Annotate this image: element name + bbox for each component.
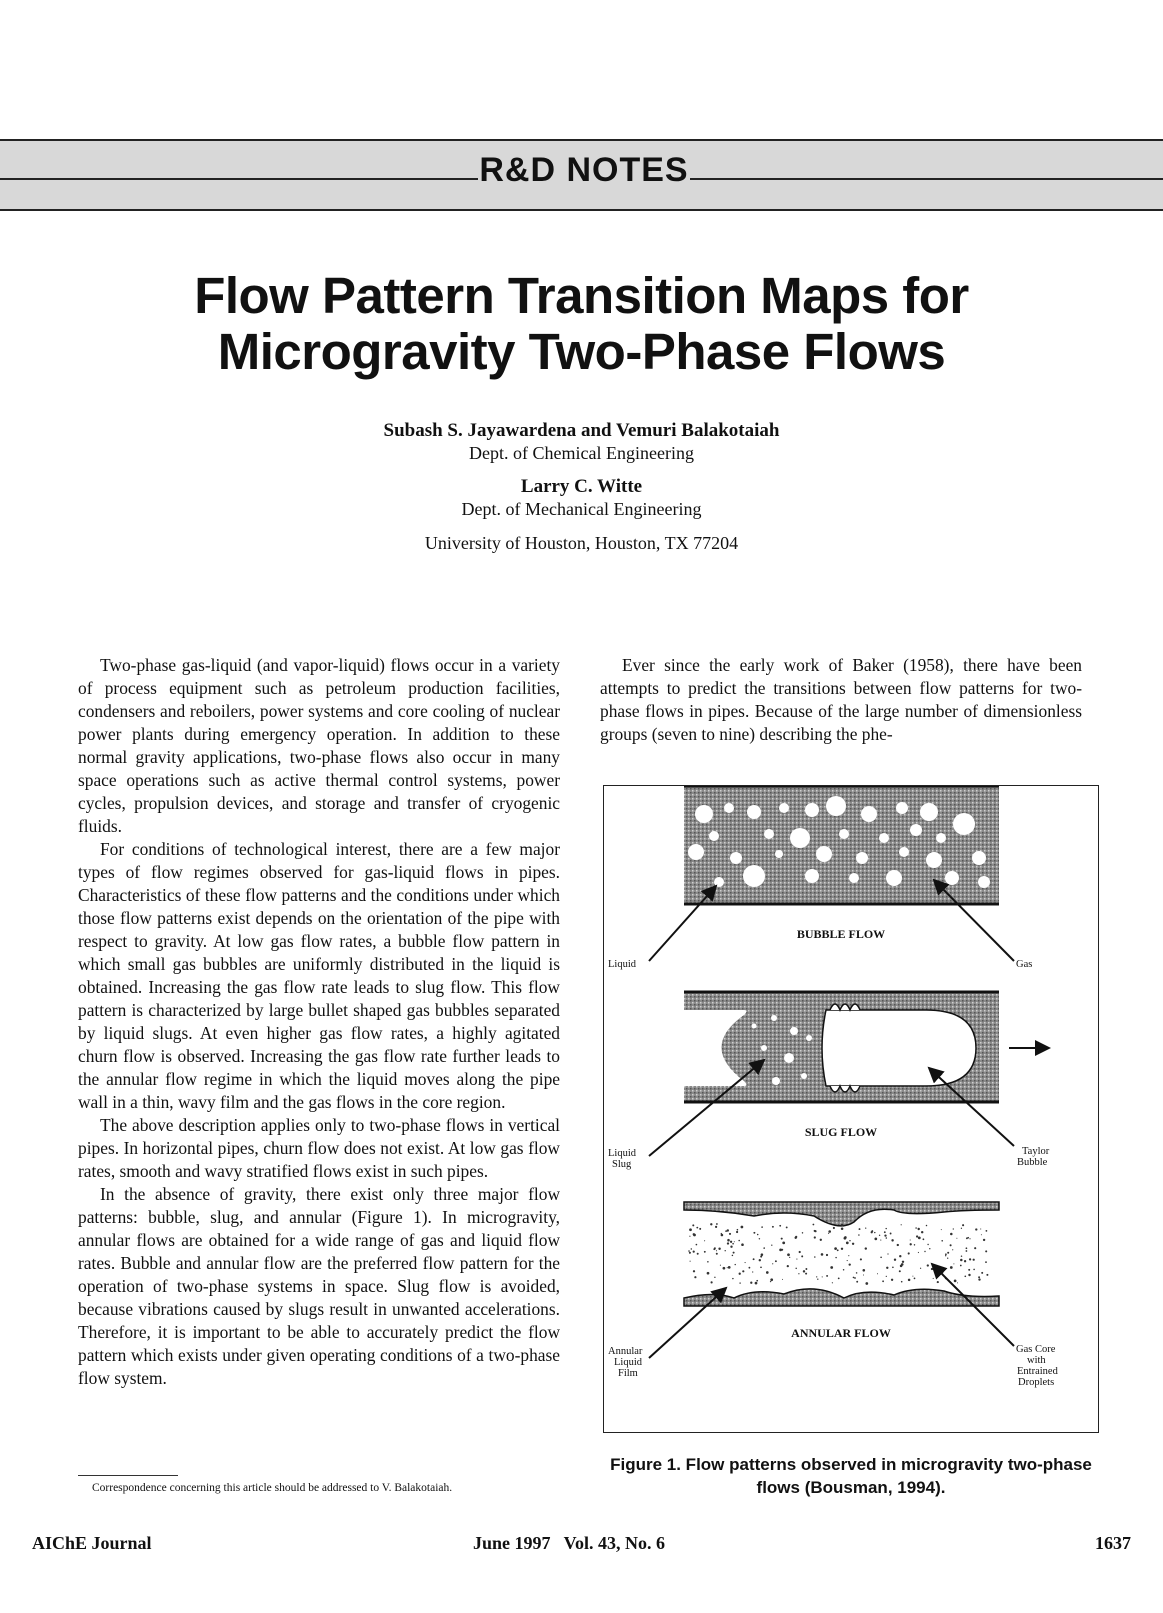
taylor-bubble xyxy=(822,1010,976,1086)
droplet xyxy=(953,1263,954,1264)
droplet xyxy=(725,1250,726,1251)
droplet xyxy=(846,1242,849,1245)
affiliation-2: Dept. of Mechanical Engineering xyxy=(461,499,702,519)
droplet xyxy=(787,1265,789,1267)
droplet xyxy=(707,1261,709,1263)
droplet xyxy=(973,1269,975,1271)
droplet xyxy=(899,1270,901,1272)
droplet xyxy=(875,1239,876,1240)
droplet xyxy=(729,1233,731,1235)
droplet xyxy=(865,1227,866,1228)
droplet xyxy=(964,1275,966,1277)
droplet xyxy=(968,1269,970,1271)
droplet xyxy=(772,1226,774,1228)
droplet xyxy=(821,1253,824,1256)
droplet xyxy=(863,1269,866,1272)
bubble-flow-panel xyxy=(608,786,1032,970)
droplet xyxy=(697,1253,699,1255)
droplet xyxy=(924,1251,925,1252)
flow-pattern-diagram xyxy=(604,786,1100,1434)
droplet xyxy=(805,1273,807,1275)
droplet xyxy=(927,1244,928,1245)
droplet xyxy=(981,1272,983,1274)
droplet xyxy=(752,1271,753,1272)
droplet xyxy=(692,1224,694,1226)
droplet xyxy=(880,1240,881,1241)
droplet xyxy=(941,1229,942,1230)
author-names-2: Larry C. Witte xyxy=(520,476,643,497)
droplet xyxy=(761,1226,763,1228)
droplet xyxy=(983,1239,985,1241)
droplet xyxy=(786,1226,788,1228)
droplet xyxy=(770,1278,773,1281)
article-title: Flow Pattern Transition Maps for Microgravity Two-Phase Flows xyxy=(194,267,969,380)
droplet xyxy=(856,1272,858,1274)
paragraph: In the absence of gravity, there exist only three major flow patterns: bubble, slug, and annular (Figure 1). In microgravity, annular flows are obtained for a wide range of gas and liquid flow rates. Bubble and annular flow are the preferred flow pattern for the operation of two-phase systems in space. Slug flow is avoided, because vibrations caused by slugs result in unwanted accelerations. Therefore, it is important to be able to accurately predict the flow pattern which exists under given operating conditions of a two-phase flow system. xyxy=(78,1184,560,1388)
droplet xyxy=(914,1244,915,1245)
droplet xyxy=(843,1269,845,1271)
droplet xyxy=(799,1251,801,1253)
droplet xyxy=(814,1236,816,1238)
droplet xyxy=(759,1238,760,1239)
droplet xyxy=(980,1228,981,1229)
droplet xyxy=(689,1228,692,1231)
droplet xyxy=(852,1243,854,1245)
droplet xyxy=(802,1232,803,1233)
droplet xyxy=(964,1260,966,1262)
droplet xyxy=(843,1225,844,1226)
droplet xyxy=(886,1276,887,1277)
droplet xyxy=(950,1233,953,1236)
droplet xyxy=(835,1257,836,1258)
droplet xyxy=(733,1252,735,1254)
droplet xyxy=(927,1264,929,1266)
droplet xyxy=(693,1233,695,1235)
droplet xyxy=(954,1280,957,1283)
droplet xyxy=(704,1240,705,1241)
droplet xyxy=(798,1273,799,1274)
droplet xyxy=(841,1224,843,1226)
droplet xyxy=(969,1258,971,1260)
droplet xyxy=(978,1278,980,1280)
droplet xyxy=(918,1252,919,1253)
droplet xyxy=(781,1238,783,1240)
droplet xyxy=(912,1276,913,1277)
droplet xyxy=(910,1239,911,1240)
droplet xyxy=(720,1265,721,1266)
droplet xyxy=(961,1228,962,1229)
droplet xyxy=(834,1247,837,1250)
slug-flow-title: SLUG FLOW xyxy=(804,1125,878,1139)
droplet xyxy=(820,1239,822,1241)
droplet xyxy=(770,1281,771,1282)
paragraph: Two-phase gas-liquid (and vapor-liquid) flows occur in a variety of process equipment such as petroleum production facilities, condensers and reboilers, power systems and core cooling of nuclear power plants during emergency operation. In addition to these normal gravity applications, two-phase flows also occur in many space operations such as active thermal control systems, power cycles, propulsion devices, and storage and transfer of cryogenic fluids. xyxy=(78,655,560,836)
droplet xyxy=(967,1237,969,1239)
droplet xyxy=(947,1258,948,1259)
droplet xyxy=(828,1230,831,1233)
droplet xyxy=(805,1268,807,1270)
droplet xyxy=(716,1253,718,1255)
droplet xyxy=(775,1260,777,1262)
droplet xyxy=(859,1228,861,1230)
droplet xyxy=(735,1264,736,1265)
droplet xyxy=(826,1275,828,1277)
droplet xyxy=(822,1276,823,1277)
droplet xyxy=(727,1242,729,1244)
paragraph: The above description applies only to two-phase flows in vertical pipes. In horizontal pipes, churn flow does not exist. At low gas flow rates, smooth and wavy stratified flows exist in such pipes. xyxy=(78,1115,560,1181)
annular-flow-panel xyxy=(608,1202,1060,1388)
droplet xyxy=(763,1247,765,1249)
droplet xyxy=(933,1278,934,1279)
droplet xyxy=(969,1238,970,1239)
droplet xyxy=(704,1251,706,1253)
droplet xyxy=(886,1237,888,1239)
droplet xyxy=(901,1263,904,1266)
droplet xyxy=(739,1273,741,1275)
droplet xyxy=(854,1277,856,1279)
droplet xyxy=(757,1234,759,1236)
gas-core-label: Gas Core with Entrained Droplets xyxy=(1016,1344,1058,1388)
band-rule-right xyxy=(690,178,1163,180)
droplet xyxy=(690,1261,691,1262)
droplet xyxy=(885,1228,886,1229)
taylor-bubble-label: Taylor Bubble xyxy=(1017,1146,1050,1168)
droplet xyxy=(753,1232,755,1234)
droplet xyxy=(901,1224,902,1225)
droplet xyxy=(755,1282,758,1285)
droplet xyxy=(727,1267,728,1268)
droplet xyxy=(923,1238,925,1240)
upper-liquid-film xyxy=(684,1202,999,1226)
bubble-flow-title: BUBBLE FLOW xyxy=(796,927,886,941)
droplet xyxy=(897,1244,899,1246)
footer-page-number: 1637 xyxy=(1095,1533,1131,1553)
droplet xyxy=(899,1255,901,1257)
droplet xyxy=(716,1250,717,1251)
droplet xyxy=(858,1234,860,1236)
droplet xyxy=(950,1266,953,1269)
droplet xyxy=(847,1260,848,1261)
droplet xyxy=(915,1227,917,1229)
droplet xyxy=(887,1253,888,1254)
droplet xyxy=(721,1234,724,1237)
droplet xyxy=(902,1261,904,1263)
droplet xyxy=(694,1276,696,1278)
droplet xyxy=(973,1259,975,1261)
droplet xyxy=(766,1271,769,1274)
droplet xyxy=(918,1237,921,1240)
affiliation-1: Dept. of Chemical Engineering xyxy=(469,443,694,463)
droplet xyxy=(841,1227,844,1230)
droplet xyxy=(865,1247,867,1249)
droplet xyxy=(779,1225,781,1227)
droplet xyxy=(931,1268,933,1270)
droplet xyxy=(826,1254,828,1256)
droplet xyxy=(830,1266,833,1269)
droplet xyxy=(914,1278,916,1280)
droplet xyxy=(884,1231,886,1233)
droplet xyxy=(960,1265,962,1267)
droplet xyxy=(772,1263,773,1264)
droplet xyxy=(756,1280,758,1282)
droplet xyxy=(803,1270,805,1272)
droplet xyxy=(727,1239,730,1242)
paragraph: Ever since the early work of Baker (1958), there have been attempts to predict the transitions between flow patterns for two-phase flows in pipes. Because of the large number of dimensionless groups (seven to nine) describing the phe- xyxy=(600,655,1082,744)
droplet xyxy=(985,1261,987,1263)
droplet xyxy=(741,1226,744,1229)
droplet xyxy=(968,1274,970,1276)
droplet xyxy=(921,1231,923,1233)
droplet xyxy=(929,1248,930,1249)
droplet xyxy=(707,1272,710,1275)
droplet xyxy=(828,1233,829,1234)
droplet xyxy=(761,1253,764,1256)
droplet xyxy=(941,1240,943,1242)
droplet xyxy=(814,1230,816,1232)
gas-label: Gas xyxy=(1016,959,1033,970)
paragraph: For conditions of technological interest, there are a few major types of flow regimes observed for gas-liquid flows in pipes. Characteristics of these flow patterns and the conditions under which those flow patterns exist depends on the orientation of the pipe with respect to gravity. At low gas flow rates, a bubble flow pattern in which small gas bubbles are uniformly distributed in the liquid is obtained. Increasing the gas flow rate leads to slug flow. This flow pattern is characterized by large bullet shaped gas bubbles separated by liquid slugs. At even higher gas flow rates, a highly agitated churn flow is observed. Increasing the gas flow rate further leads to the annular flow regime in which the liquid moves along the pipe wall in a thin, wavy film and the gas flows in the core region. xyxy=(78,839,560,1112)
droplet xyxy=(748,1267,750,1269)
droplet xyxy=(699,1228,701,1230)
droplet xyxy=(849,1263,851,1265)
droplet xyxy=(985,1250,987,1252)
droplet xyxy=(732,1255,734,1257)
droplet xyxy=(950,1244,952,1246)
droplet xyxy=(714,1277,715,1278)
droplet xyxy=(711,1281,713,1283)
droplet xyxy=(849,1240,850,1241)
droplet xyxy=(856,1281,858,1283)
droplet xyxy=(961,1255,962,1256)
droplet xyxy=(884,1234,886,1236)
droplet xyxy=(882,1280,884,1282)
droplet xyxy=(801,1255,803,1257)
droplet xyxy=(696,1244,698,1246)
droplet xyxy=(693,1251,695,1253)
droplet xyxy=(760,1266,762,1268)
droplet xyxy=(871,1231,873,1233)
droplet xyxy=(838,1277,840,1279)
droplet xyxy=(753,1258,755,1260)
droplet xyxy=(901,1281,903,1283)
figure-1 xyxy=(603,785,1099,1433)
author-names-1: Subash S. Jayawardena and Vemuri Balakotaiah xyxy=(383,420,780,441)
droplet xyxy=(833,1227,835,1229)
droplet xyxy=(892,1266,894,1268)
droplet xyxy=(853,1277,855,1279)
droplet xyxy=(832,1282,833,1283)
droplet xyxy=(947,1252,949,1254)
annular-film-label: Annular Liquid Film xyxy=(608,1346,643,1379)
droplet xyxy=(738,1240,740,1242)
droplet xyxy=(956,1238,957,1239)
droplet xyxy=(891,1279,893,1281)
droplet xyxy=(691,1248,692,1249)
section-label: R&D NOTES xyxy=(479,151,689,189)
droplet xyxy=(926,1225,928,1227)
droplet xyxy=(689,1252,691,1254)
droplet xyxy=(844,1236,847,1239)
droplet xyxy=(937,1281,939,1283)
droplet xyxy=(782,1279,783,1280)
droplet xyxy=(966,1247,968,1249)
droplet xyxy=(771,1245,772,1246)
droplet xyxy=(945,1255,946,1256)
droplet xyxy=(736,1231,738,1233)
slug-flow-panel xyxy=(608,992,1052,1170)
droplet xyxy=(860,1258,862,1260)
droplet xyxy=(880,1257,882,1259)
droplet xyxy=(710,1223,712,1225)
droplet xyxy=(874,1232,875,1233)
droplet xyxy=(750,1282,752,1284)
footnote-rule xyxy=(78,1475,178,1476)
droplet xyxy=(696,1227,698,1229)
droplet xyxy=(789,1257,790,1258)
droplet xyxy=(879,1235,880,1236)
droplet xyxy=(713,1248,715,1250)
droplet xyxy=(742,1270,744,1272)
droplet xyxy=(727,1229,729,1231)
annular-flow-title: ANNULAR FLOW xyxy=(791,1326,891,1340)
droplet xyxy=(693,1270,695,1272)
droplet xyxy=(981,1234,982,1235)
section-header-band xyxy=(0,139,1163,211)
droplet xyxy=(841,1248,843,1250)
droplet xyxy=(945,1253,947,1255)
droplet xyxy=(739,1282,740,1283)
droplet xyxy=(787,1253,790,1256)
body-column-left xyxy=(78,654,560,1390)
droplet xyxy=(716,1223,718,1225)
droplet xyxy=(734,1241,735,1242)
droplet xyxy=(816,1276,817,1277)
droplet xyxy=(891,1239,893,1241)
footer-journal: AIChE Journal xyxy=(32,1533,152,1553)
droplet xyxy=(986,1230,988,1232)
droplet xyxy=(732,1243,734,1245)
droplet xyxy=(732,1278,733,1279)
droplet xyxy=(737,1229,739,1231)
droplet xyxy=(745,1262,746,1263)
liquid-slug-label: Liquid Slug xyxy=(608,1148,636,1170)
droplet xyxy=(917,1228,919,1230)
band-rule-left xyxy=(0,178,478,180)
droplet xyxy=(920,1268,921,1269)
droplet xyxy=(689,1236,690,1237)
droplet xyxy=(877,1273,878,1274)
droplet xyxy=(730,1241,732,1243)
droplet xyxy=(759,1259,761,1261)
droplet xyxy=(953,1228,954,1229)
droplet xyxy=(894,1258,896,1260)
droplet xyxy=(957,1282,958,1283)
droplet xyxy=(741,1243,744,1246)
droplet xyxy=(728,1266,731,1269)
author-block xyxy=(200,420,963,554)
droplet xyxy=(865,1282,868,1285)
droplet xyxy=(848,1255,849,1256)
droplet xyxy=(952,1249,953,1250)
droplet xyxy=(782,1242,785,1245)
droplet xyxy=(837,1249,839,1251)
droplet xyxy=(817,1279,818,1280)
lower-liquid-film xyxy=(684,1289,999,1306)
droplet xyxy=(863,1274,864,1275)
footnote: Correspondence concerning this article should be addressed to V. Balakotaiah. xyxy=(92,1482,453,1494)
body-column-right xyxy=(600,654,1082,746)
droplet xyxy=(962,1224,964,1226)
droplet xyxy=(974,1247,976,1249)
droplet xyxy=(908,1279,911,1282)
droplet xyxy=(966,1250,968,1252)
droplet xyxy=(890,1233,892,1235)
droplet xyxy=(978,1276,980,1278)
figure-caption: Figure 1. Flow patterns observed in microgravity two-phase flows (Bousman, 1994). xyxy=(610,1455,1092,1497)
droplet xyxy=(723,1267,726,1270)
droplet xyxy=(781,1249,783,1251)
droplet xyxy=(796,1259,797,1260)
liquid-label: Liquid xyxy=(608,959,636,970)
droplet xyxy=(975,1228,977,1230)
institution: University of Houston, Houston, TX 77204 xyxy=(424,533,739,553)
droplet xyxy=(812,1224,814,1226)
droplet xyxy=(910,1243,912,1245)
droplet xyxy=(795,1268,796,1269)
droplet xyxy=(814,1256,816,1258)
droplet xyxy=(688,1250,690,1252)
droplet xyxy=(960,1259,963,1262)
droplet xyxy=(886,1267,888,1269)
droplet xyxy=(715,1226,717,1228)
droplet xyxy=(937,1274,939,1276)
footer-issue: June 1997 Vol. 43, No. 6 xyxy=(473,1533,666,1553)
droplet xyxy=(916,1235,918,1237)
droplet xyxy=(908,1252,910,1254)
droplet xyxy=(730,1246,732,1248)
droplet xyxy=(794,1237,796,1239)
droplet xyxy=(718,1248,720,1250)
droplet xyxy=(986,1274,988,1276)
